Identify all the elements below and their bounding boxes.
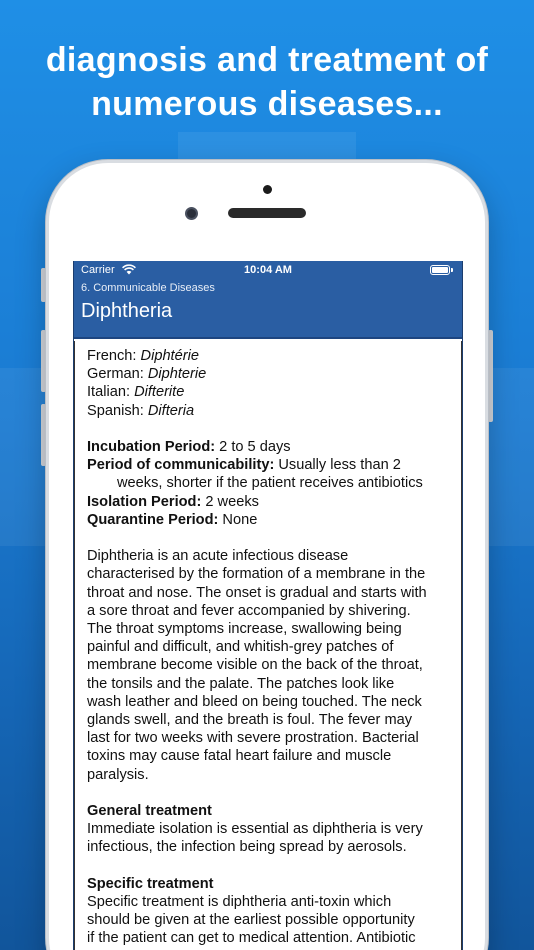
- clock: 10:04 AM: [244, 264, 292, 276]
- description-line: a sore throat and fever accompanied by shivering.: [87, 602, 411, 619]
- specific-treatment-line: should be given at the earliest possible opportunity: [87, 912, 415, 929]
- communicability-period-cont: weeks, shorter if the patient receives antibiotics: [117, 475, 423, 492]
- specific-treatment-heading: Specific treatment: [87, 875, 214, 892]
- general-treatment-line: Immediate isolation is essential as diphtheria is very: [87, 821, 423, 838]
- description-line: throat and nose. The onset is gradual and starts with: [87, 584, 427, 601]
- battery-icon: [430, 265, 450, 275]
- earpiece-speaker: [228, 208, 306, 218]
- description-line: painful and difficult, and whitish-grey patches of: [87, 639, 394, 656]
- front-camera: [185, 207, 198, 220]
- page-title: Diphtheria: [81, 300, 173, 322]
- description-line: the tonsils and the palate. The patches look like: [87, 675, 395, 692]
- translation-french: French: Diphtérie: [87, 348, 199, 364]
- description-line: membrane become visible on the back of the throat,: [87, 657, 423, 674]
- description-line: glands swell, and the breath is foul. The fever may: [87, 712, 413, 729]
- headline-line-2: numerous diseases...: [91, 85, 443, 123]
- translation-spanish: Spanish: Difteria: [87, 402, 195, 419]
- translation-italian: Italian: Difterite: [87, 384, 185, 401]
- specific-treatment-line: Specific treatment is diphtheria anti-toxin which: [87, 894, 392, 911]
- description-line: paralysis.: [87, 766, 149, 783]
- phone-screen: [73, 261, 463, 950]
- description-line: The throat symptoms increase, swallowing being: [87, 621, 402, 638]
- breadcrumb[interactable]: 6. Communicable Diseases: [81, 282, 215, 294]
- specific-treatment-line: if the patient can get to medical attention. Antibiotic: [87, 930, 416, 947]
- article-content[interactable]: [74, 341, 462, 950]
- communicability-period: Period of communicability: Usually less than 2: [87, 457, 401, 474]
- background-tab: [178, 132, 356, 162]
- isolation-period: Isolation Period: 2 weeks: [87, 493, 259, 510]
- proximity-sensor: [263, 185, 272, 194]
- headline-line-1: diagnosis and treatment of: [45, 41, 489, 79]
- description-line: Diphtheria is an acute infectious disease: [87, 548, 349, 565]
- description-line: wash leather and bleed on being touched. The neck: [87, 693, 422, 710]
- description-line: characterised by the formation of a membrane in the: [87, 566, 426, 583]
- translation-german: German: Diphterie: [87, 366, 207, 383]
- status-bar: [74, 261, 462, 279]
- general-treatment-line: infectious, the infection being spread by aerosols.: [87, 839, 407, 856]
- description-line: toxins may cause fatal heart failure and muscle: [87, 748, 392, 765]
- promo-headline: [0, 38, 534, 126]
- power-button: [488, 330, 493, 422]
- quarantine-period: Quarantine Period: None: [87, 511, 258, 528]
- description-line: last for two weeks with severe prostration. Bacterial: [87, 730, 419, 747]
- carrier-label: Carrier: [81, 264, 115, 276]
- incubation-period: Incubation Period: 2 to 5 days: [87, 439, 291, 455]
- navigation-bar: [74, 279, 462, 339]
- general-treatment-heading: General treatment: [87, 803, 212, 820]
